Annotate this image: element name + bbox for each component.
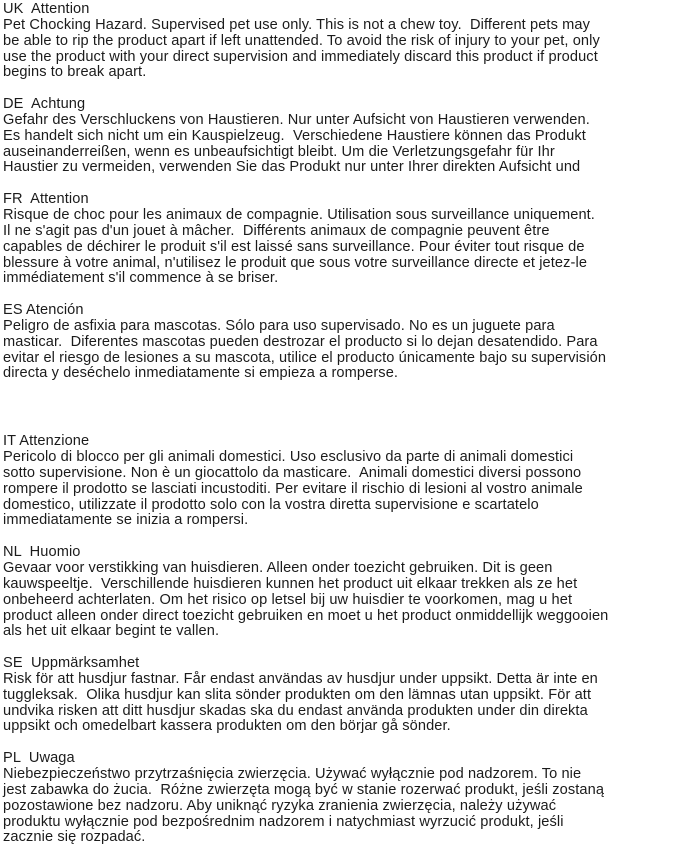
section-line: use the product with your direct supervision and immediately discard this product if product (3, 48, 598, 65)
section-line: domestico, utilizzate il prodotto solo con la vostra diretta supervisione e scartatelo (3, 496, 539, 513)
section-header-de: DE Achtung (3, 96, 86, 113)
section-line: Haustier zu vermeiden, verwenden Sie das Produkt nur unter Ihrer direkten Aufsicht und (3, 159, 581, 176)
section-line: begins to break apart. (3, 64, 147, 81)
section-line: uppsikt och omedelbart kassera produkten om den börjar gå sönder. (3, 718, 451, 735)
section-line: undvika risken att ditt husdjur skadas ska du endast använda produkten under din direkta (3, 702, 588, 719)
section-line: Pet Chocking Hazard. Supervised pet use only. This is not a chew toy. Different pets may (3, 16, 590, 33)
section-header-se: SE Uppmärksamhet (3, 655, 140, 672)
warning-section-se (3, 656, 679, 735)
warning-section-nl (3, 545, 679, 640)
warning-section-it (3, 434, 679, 529)
section-line: Risque de choc pour les animaux de compagnie. Utilisation sous surveillance uniquement. (3, 206, 595, 223)
section-line: be able to rip the product apart if left unattended. To avoid the risk of injury to your pet, only (3, 32, 600, 49)
section-line: Gefahr des Verschluckens von Haustieren. Nur unter Aufsicht von Haustieren verwenden. (3, 111, 590, 128)
section-line: immédiatement s'il commence à se briser. (3, 270, 279, 287)
section-line: Risk för att husdjur fastnar. Får endast användas av husdjur under uppsikt. Detta är inte en (3, 670, 598, 687)
section-header-pl: PL Uwaga (3, 750, 75, 767)
warning-section-uk (3, 2, 679, 81)
section-line: kauwspeeltje. Verschillende huisdieren kunnen het product uit elkaar trekken als ze het (3, 575, 578, 592)
section-line: immediatamente se inizia a rompersi. (3, 512, 249, 529)
section-line: capables de déchirer le produit s'il est laissé sans surveillance. Pour éviter tout risque de (3, 238, 585, 255)
warning-section-es (3, 303, 679, 382)
warning-section-de (3, 97, 679, 176)
section-line: tuggleksak. Olika husdjur kan slita sönder produkten om den lämnas utan uppsikt. För att (3, 686, 592, 703)
warning-section-pl (3, 751, 679, 846)
section-line: Peligro de asfixia para mascotas. Sólo para uso supervisado. No es un juguete para (3, 317, 555, 334)
section-line: evitar el riesgo de lesiones a su mascota, utilice el producto únicamente bajo su supervisión (3, 349, 607, 366)
section-line: Il ne s'agit pas d'un jouet à mâcher. Différents animaux de compagnie peuvent être (3, 222, 550, 239)
section-line: directa y deséchelo inmediatamente si empieza a romperse. (3, 365, 399, 382)
section-line: masticar. Diferentes mascotas pueden destrozar el producto si lo dejan desatendido. Para (3, 333, 598, 350)
section-header-es: ES Atención (3, 302, 84, 319)
section-header-uk: UK Attention (3, 1, 90, 17)
section-line: rompere il prodotto se lasciati incustoditi. Per evitare il rischio di lesioni al vostro animale (3, 480, 583, 497)
section-line: produktu wyłącznie pod bezpośrednim nadzorem i natychmiast wyrzucić produkt, jeśli (3, 813, 564, 830)
section-header-fr: FR Attention (3, 191, 89, 208)
section-line: onbeheerd achterlaten. Om het risico op letsel bij uw huisdier te voorkomen, mag u het (3, 591, 573, 608)
section-header-it: IT Attenzione (3, 433, 90, 450)
section-line: Es handelt sich nicht um ein Kauspielzeug. Verschiedene Haustiere können das Produkt (3, 127, 586, 144)
section-line: product alleen onder direct toezicht gebruiken en moet u het product onmiddellijk weggooien (3, 607, 609, 624)
section-header-nl: NL Huomio (3, 544, 81, 561)
section-line: zacznie się rozpadać. (3, 829, 146, 846)
section-line: auseinanderreißen, wenn es unbeaufsichtigt bleibt. Um die Verletzungsgefahr für Ihr (3, 143, 555, 160)
section-line: Gevaar voor verstikking van huisdieren. Alleen onder toezicht gebruiken. Dit is geen (3, 560, 553, 576)
section-line: Niebezpieczeństwo przytrzaśnięcia zwierzęcia. Używać wyłącznie pod nadzorem. To nie (3, 765, 582, 782)
section-line: pozostawione bez nadzoru. Aby uniknąć ryzyka zranienia zwierzęcia, należy używać (3, 797, 557, 814)
section-line: jest zabawka do żucia. Różne zwierzęta mogą być w stanie rozerwać produkt, jeśli zostaną (3, 781, 605, 798)
section-line: blessure à votre animal, n'utilisez le produit que sous votre surveillance directe et jetez-le (3, 254, 588, 271)
section-line: Pericolo di blocco per gli animali domestici. Uso esclusivo da parte di animali domestici (3, 449, 574, 466)
section-line: sotto supervisione. Non è un giocattolo da masticare. Animali domestici diversi possono (3, 464, 582, 481)
section-line: als het uit elkaar begint te vallen. (3, 623, 220, 640)
warning-section-fr (3, 192, 679, 287)
